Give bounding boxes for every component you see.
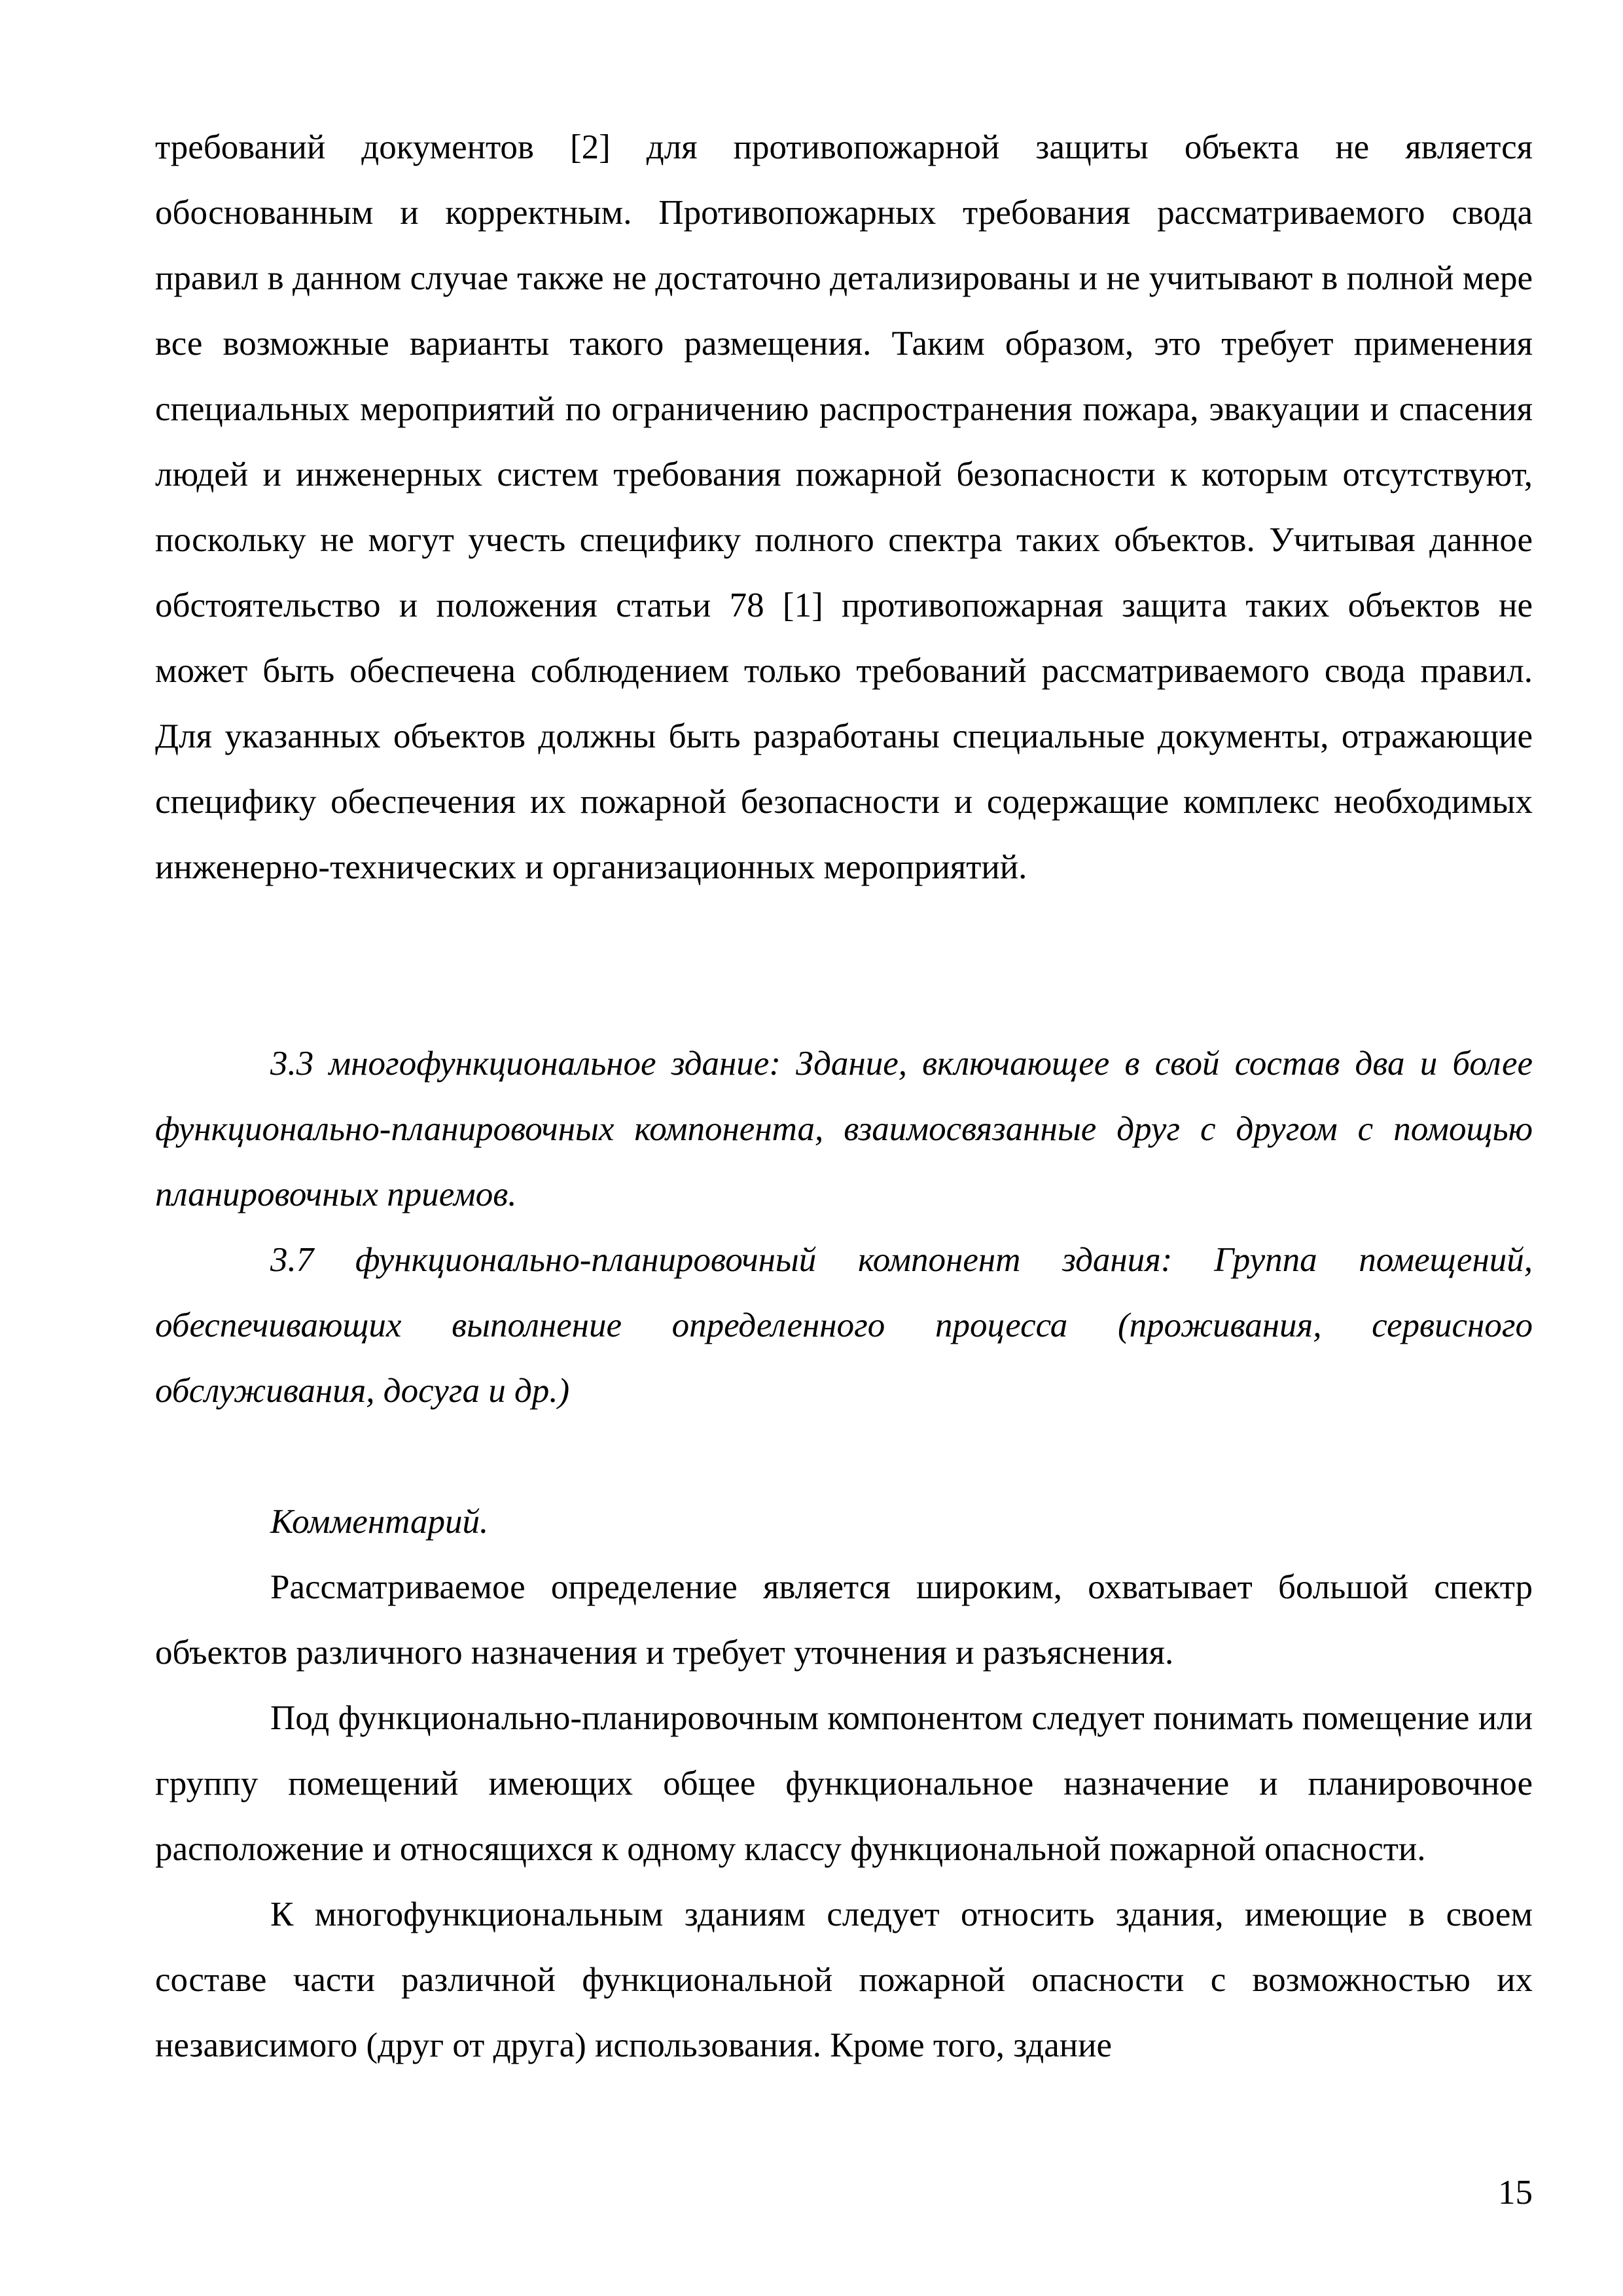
- page-number: 15: [1498, 2174, 1533, 2212]
- page-body: [155, 115, 1533, 900]
- comment-heading: Комментарий.: [270, 1503, 489, 1541]
- definition-3-7: 3.7 функционально-планировочный компонент здания: Группа помещений, обеспечивающих выполнение определенного процесса (проживания, сервисного обслуживания, досуга и др.): [155, 1241, 1533, 1410]
- paragraph-fire-protection: требований документов [2] для противопожарной защиты объекта не является обоснованным и корректным. Противопожарных требования рассматриваемого свода правил в данном случае также не достаточно детализированы и не учитывают в полной мере все возможные варианты такого размещения. Таким образом, это требует применения специальных мероприятий по ограничению распространения пожара, эвакуации и спасения людей и инженерных систем требования пожарной безопасности к которым отсутствуют, поскольку не могут учесть специфику полного спектра таких объектов. Учитывая данное обстоятельство и положения статьи 78 [1] противопожарная защита таких объектов не может быть обеспечена соблюдением только требований рассматриваемого свода правил. Для указанных объектов должны быть разработаны специальные документы, отражающие специфику обеспечения их пожарной безопасности и содержащие комплекс необходимых инженерно-технических и организационных мероприятий.: [155, 128, 1533, 886]
- paragraph-multifunctional-buildings: К многофункциональным зданиям следует относить здания, имеющие в своем составе части различной функциональной пожарной опасности с возможностью их независимого (друг от друга) использования. Кроме того, здание: [155, 1895, 1533, 2064]
- paragraph-functional-component: Под функционально-планировочным компонентом следует понимать помещение или группу помещений имеющих общее функциональное назначение и планировочное расположение и относящихся к одному классу функциональной пожарной опасности.: [155, 1699, 1533, 1868]
- definition-3-3: 3.3 многофункциональное здание: Здание, включающее в свой состав два и более функционально-планировочных компонента, взаимосвязанные друг с другом с помощью планировочных приемов.: [155, 1045, 1533, 1213]
- definitions-block: [155, 1031, 1533, 1424]
- paragraph-definition-scope: Рассматриваемое определение является широким, охватывает большой спектр объектов различного назначения и требует уточнения и разъяснения.: [155, 1568, 1533, 1672]
- commentary-block: [155, 1489, 1533, 2078]
